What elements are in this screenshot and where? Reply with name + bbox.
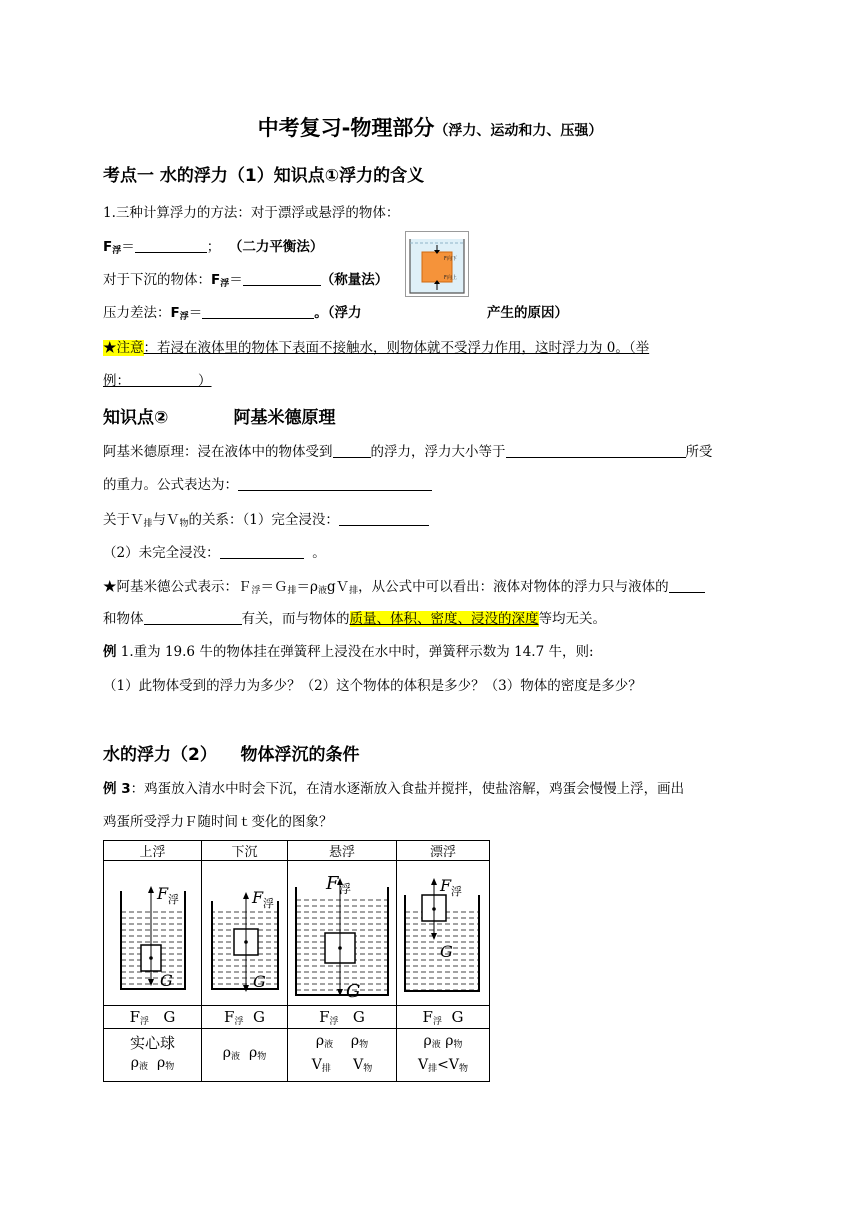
page-title: 中考复习-物理部分（浮力、运动和力、压强） bbox=[257, 116, 603, 140]
section-heading-3: 水的浮力（2） 物体浮沉的条件 bbox=[103, 745, 360, 765]
fg-sink: $F_浮$ G bbox=[202, 1006, 288, 1029]
example-1-questions: （1）此物体受到的浮力为多少？（2）这个物体的体积是多少？（3）物体的密度是多少？ bbox=[103, 678, 642, 694]
section-heading-2: 知识点② 阿基米德原理 bbox=[103, 408, 336, 428]
s2-line1: 阿基米德原理：浸在液体中的物体受到 的浮力，浮力大小等于 所受 bbox=[103, 444, 713, 460]
arrow-g-label: G bbox=[253, 972, 266, 991]
figure-floating bbox=[397, 861, 490, 1006]
example-3-cont: 鸡蛋所受浮力Ｆ随时间ｔ变化的图象？ bbox=[103, 814, 333, 830]
arrow-g-label: G bbox=[440, 942, 453, 961]
s1-reason: 产生的原因） bbox=[487, 305, 568, 321]
f-up-label: F向上 bbox=[444, 275, 457, 281]
section-heading-1: 考点一 水的浮力（1）知识点①浮力的含义 bbox=[103, 166, 425, 186]
s1-note: ★注意：若浸在液体里的物体下表面不接触水，则物体就不受浮力作用，这时浮力为 0。（举 bbox=[103, 340, 650, 356]
arrow-f-label: F bbox=[252, 888, 264, 907]
arrow-f-sub: 浮 bbox=[339, 882, 352, 896]
arrow-f-label: F bbox=[326, 873, 339, 894]
s1-note-cont: 例： ） bbox=[103, 373, 212, 389]
density-float-up: 实心球 $\rho_液$ $\rho_物$ bbox=[104, 1029, 202, 1082]
fg-floating: $F_浮$ G bbox=[397, 1006, 490, 1029]
s2-line4: （2）未完全浸没： 。 bbox=[103, 545, 326, 561]
header-float-up: 上浮 bbox=[104, 841, 202, 861]
figure-suspend bbox=[288, 861, 397, 1006]
example-3: 例 3：鸡蛋放入清水中时会下沉，在清水逐渐放入食盐并搅拌，使盐溶解，鸡蛋会慢慢上浮，画出 bbox=[103, 781, 685, 797]
s2-line2: 的重力。公式表达为： bbox=[103, 473, 432, 493]
density-sink: $\rho_液$ $\rho_物$ bbox=[202, 1029, 288, 1082]
arrow-g-label: G bbox=[160, 971, 173, 990]
pressure-difference-figure bbox=[405, 231, 469, 297]
figure-sink bbox=[202, 861, 288, 1006]
s2-line6: 和物体 有关，而与物体的质量、体积、密度、浸没的深度等均无关。 bbox=[103, 611, 606, 627]
arrow-g-label: G bbox=[346, 981, 361, 1001]
density-floating: $\rho_液$ $\rho_物$ $V_排<V_物$ bbox=[397, 1029, 490, 1082]
density-suspend: $\rho_液$ $\rho_物$ $V_排$ $V_物$ bbox=[288, 1029, 397, 1082]
buoyancy-conditions-table bbox=[103, 840, 490, 1082]
s2-line3: 关于Ｖ$_排$与Ｖ$_物$的关系：（1）完全浸没： bbox=[103, 508, 429, 529]
s1-line2: $F_浮=$ ； （二力平衡法） bbox=[103, 239, 324, 256]
s1-line3: 对于下沉的物体：$F_浮=$ （称量法） bbox=[103, 272, 389, 289]
header-floating: 漂浮 bbox=[397, 841, 490, 861]
s1-line4: 压力差法：$F_浮=$ 。（浮力 bbox=[103, 305, 362, 322]
fg-suspend: $F_浮$ G bbox=[288, 1006, 397, 1029]
arrow-f-label: F bbox=[157, 884, 169, 903]
s1-line1: 1.三种计算浮力的方法：对于漂浮或悬浮的物体： bbox=[103, 205, 400, 221]
figure-float-up bbox=[104, 861, 202, 1006]
f-down-label: F向下 bbox=[444, 256, 457, 262]
arrow-f-sub: 浮 bbox=[168, 893, 179, 906]
arrow-f-label: F bbox=[440, 876, 452, 895]
s2-line5: ★阿基米德公式表示：$F_浮=G_排=\rho_液gV_排$，从公式中可以看出：液体对物体的浮力只与液体的 bbox=[103, 575, 705, 596]
example-1: 例 1.重为 19.6 牛的物体挂在弹簧秤上浸没在水中时，弹簧秤示数为 14.7 牛，则: bbox=[103, 644, 594, 660]
header-suspend: 悬浮 bbox=[288, 841, 397, 861]
arrow-f-sub: 浮 bbox=[263, 897, 274, 910]
header-sink: 下沉 bbox=[202, 841, 288, 861]
arrow-f-sub: 浮 bbox=[451, 885, 462, 898]
fg-float-up: $F_浮$ G bbox=[104, 1006, 202, 1029]
